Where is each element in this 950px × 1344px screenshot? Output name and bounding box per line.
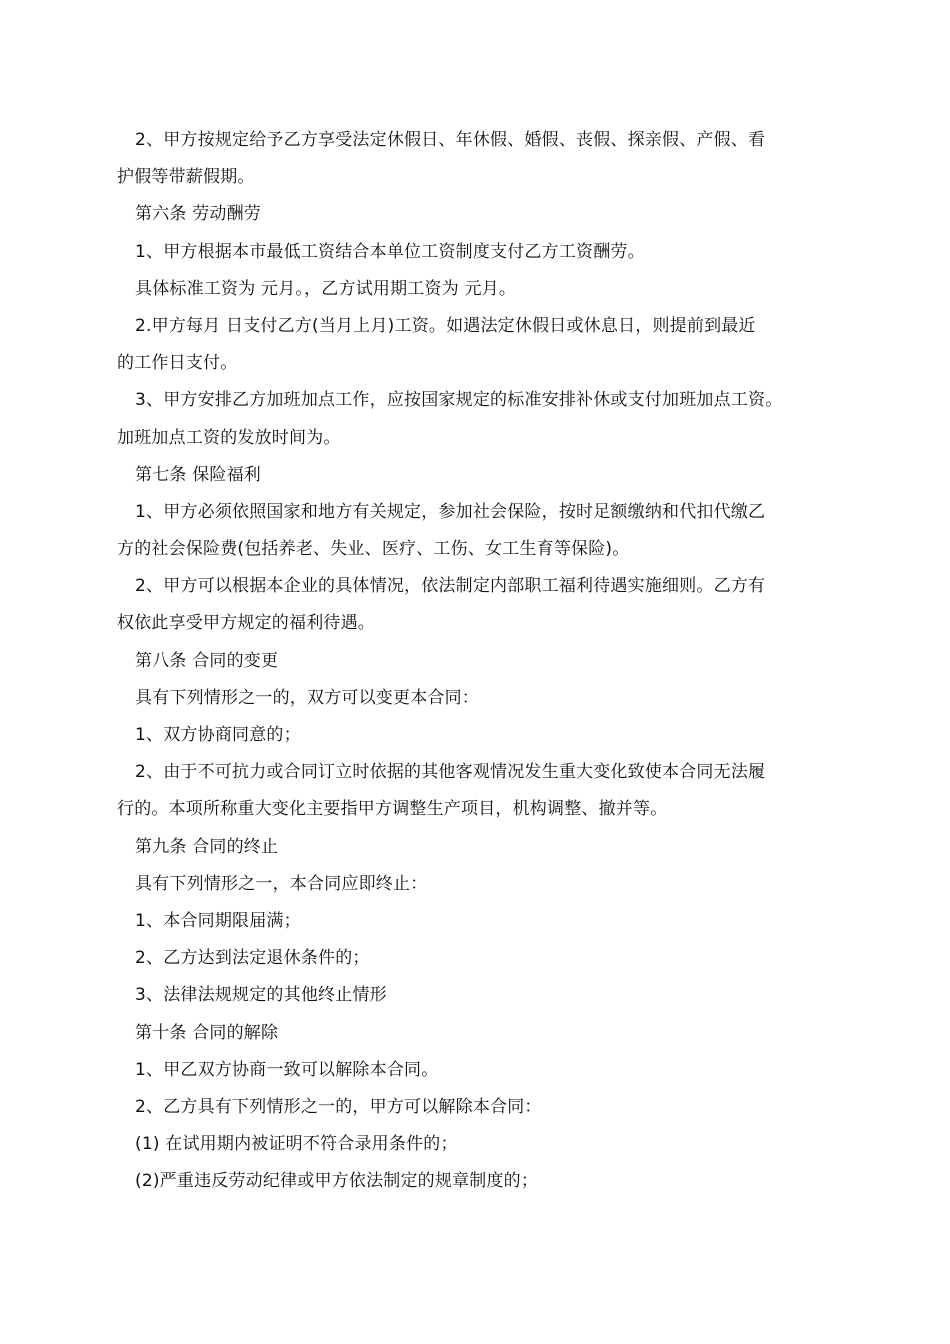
text-line: 1、甲乙双方协商一致可以解除本合同。	[135, 1059, 439, 1080]
text-line: 2、乙方具有下列情形之一的，甲方可以解除本合同：	[135, 1096, 542, 1117]
text-line: 行的。本项所称重大变化主要指甲方调整生产项目，机构调整、撤并等。	[117, 799, 668, 820]
text-line: 具有下列情形之一，本合同应即终止：	[135, 873, 428, 894]
text-line: 第六条 劳动酬劳	[135, 204, 262, 225]
text-line: 具有下列情形之一的，双方可以变更本合同：	[135, 687, 479, 708]
text-line: 1、双方协商同意的；	[135, 725, 301, 745]
text-line: 2、甲方按规定给予乙方享受法定休假日、年休假、婚假、丧假、探亲假、产假、看	[135, 130, 766, 150]
text-line: 2.甲方每月 日支付乙方(当月上月)工资。如遇法定休假日或休息日，则提前到最近	[135, 315, 756, 336]
text-line: 第八条 合同的变更	[135, 650, 279, 671]
text-line: 3、法律法规规定的其他终止情形	[135, 985, 387, 1006]
text-line: 具体标准工资为 元月。，乙方试用期工资为 元月。	[135, 278, 517, 299]
text-line: (1) 在试用期内被证明不符合录用条件的；	[135, 1134, 458, 1155]
text-line: (2)严重违反劳动纪律或甲方依法制定的规章制度的；	[135, 1171, 539, 1192]
text-line: 第十条 合同的解除	[135, 1022, 279, 1043]
text-line: 加班加点工资的发放时间为。	[117, 427, 341, 448]
text-line: 2、甲方可以根据本企业的具体情况，依法制定内部职工福利待遇实施细则。乙方有	[135, 576, 766, 597]
text-line: 3、甲方安排乙方加班加点工作，应按国家规定的标准安排补休或支付加班加点工资。	[135, 390, 783, 411]
text-line: 第七条 保险福利	[135, 464, 262, 485]
text-line: 2、由于不可抗力或合同订立时依据的其他客观情况发生重大变化致使本合同无法履	[135, 762, 766, 783]
text-line: 权依此享受甲方规定的福利待遇。	[117, 613, 375, 634]
text-line: 1、本合同期限届满；	[135, 910, 301, 931]
text-line: 2、乙方达到法定退休条件的；	[135, 948, 370, 969]
text-line: 护假等带薪假期。	[117, 167, 255, 188]
text-line: 1、甲方根据本市最低工资结合本单位工资制度支付乙方工资酬劳。	[135, 241, 645, 262]
text-line: 的工作日支付。	[117, 353, 238, 374]
text-line: 方的社会保险费(包括养老、失业、医疗、工伤、女工生育等保险)。	[117, 539, 630, 560]
text-line: 1、甲方必须依照国家和地方有关规定，参加社会保险，按时足额缴纳和代扣代缴乙	[135, 501, 766, 522]
document-body	[117, 122, 839, 1200]
text-line: 第九条 合同的终止	[135, 836, 279, 857]
